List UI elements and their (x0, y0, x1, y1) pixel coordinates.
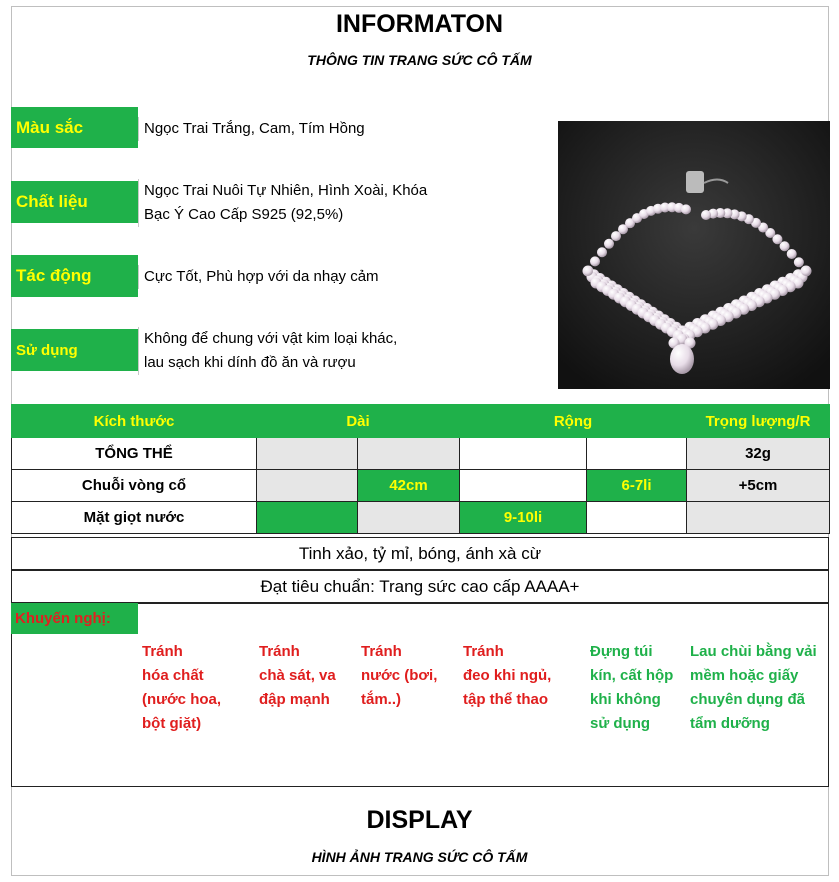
rec-line: Tránh (463, 643, 504, 660)
display-title: DISPLAY (366, 806, 473, 834)
material-value-line: Ngọc Trai Nuôi Tự Nhiên, Hình Xoài, Khóa (144, 182, 428, 199)
recommendation-item (590, 640, 673, 736)
page-title: INFORMATON (335, 10, 504, 38)
width-cell: 9-10li (460, 502, 587, 534)
rec-line: nước (bơi, (361, 667, 438, 684)
necklace-photo (558, 121, 830, 389)
size-header: Kích thước (12, 405, 257, 438)
cell (257, 502, 358, 534)
rec-line: bột giặt) (142, 715, 202, 732)
color-label: Màu sắc (11, 107, 138, 148)
rec-line: Lau chùi bằng vải (690, 643, 817, 660)
color-value-line: Ngọc Trai Trắng, Cam, Tím Hồng (144, 120, 365, 137)
rec-line: Tránh (259, 643, 300, 660)
rec-line: kín, cất hộp (590, 667, 674, 684)
rec-line: khi không (590, 691, 661, 708)
row-name: TỔNG THỂ (12, 438, 257, 470)
row-name: Mặt giọt nước (12, 502, 257, 534)
rec-line: tập thể thao (463, 691, 548, 708)
cell (587, 502, 687, 534)
pearl-necklace-icon (558, 121, 830, 389)
cell (358, 438, 460, 470)
rec-line: tắm..) (361, 691, 402, 708)
table-row (12, 438, 830, 470)
weight-cell: +5cm (687, 470, 830, 502)
rec-line: Tránh (361, 643, 402, 660)
cell (687, 502, 830, 534)
usage-value (138, 327, 458, 375)
weight-cell: 32g (687, 438, 830, 470)
color-value (138, 117, 458, 141)
row-name: Chuỗi vòng cổ (12, 470, 257, 502)
table-header (12, 405, 830, 438)
width-header: Rộng (460, 405, 687, 438)
rec-line: đập mạnh (259, 691, 330, 708)
recommendation-item (463, 640, 551, 712)
effect-value (138, 265, 458, 289)
rec-line: hóa chất (142, 667, 204, 684)
page-subtitle: THÔNG TIN TRANG SỨC CÔ TẤM (307, 52, 532, 68)
usage-label: Sử dụng (11, 329, 138, 371)
recommendation-item (690, 640, 817, 736)
rec-line: mềm hoặc giấy (690, 667, 799, 684)
table-row (12, 502, 830, 534)
cell (460, 438, 587, 470)
length-cell: 42cm (358, 470, 460, 502)
recommendation-item (142, 640, 221, 736)
effect-label: Tác động (11, 255, 138, 297)
size-table (11, 404, 830, 534)
display-subtitle: HÌNH ẢNH TRANG SỨC CÔ TẤM (311, 849, 528, 865)
rec-line: đeo khi ngủ, (463, 667, 552, 684)
rec-line: Tránh (142, 643, 183, 660)
table-row (12, 470, 830, 502)
quality-line: Tinh xảo, tỷ mỉ, bóng, ánh xà cừ (11, 537, 829, 570)
rec-line: chuyên dụng đã (690, 691, 806, 708)
recommendation-label: Khuyến nghị: (11, 603, 138, 634)
standard-line: Đạt tiêu chuẩn: Trang sức cao cấp AAAA+ (11, 570, 829, 603)
cell (257, 470, 358, 502)
material-value (138, 179, 458, 227)
rec-line: chà sát, va (259, 667, 336, 684)
cell (587, 438, 687, 470)
usage-value-line: Không để chung với vật kim loại khác, (144, 330, 398, 347)
length-header: Dài (257, 405, 460, 438)
cell (460, 470, 587, 502)
recommendation-item (361, 640, 437, 712)
cell (257, 438, 358, 470)
width-cell: 6-7li (587, 470, 687, 502)
rec-line: tẩm dưỡng (690, 715, 770, 732)
rec-line: Đựng túi (590, 643, 653, 660)
rec-line: (nước hoa, (142, 691, 222, 708)
material-value-line: Bạc Ý Cao Cấp S925 (92,5%) (144, 206, 344, 223)
recommendation-item (259, 640, 336, 712)
material-label: Chất liệu (11, 181, 138, 223)
usage-value-line: lau sạch khi dính đồ ăn và rượu (144, 354, 356, 371)
weight-header: Trọng lượng/R (687, 405, 830, 438)
cell (358, 502, 460, 534)
effect-value-line: Cực Tốt, Phù hợp với da nhạy cảm (144, 268, 379, 285)
rec-line: sử dụng (590, 715, 651, 732)
